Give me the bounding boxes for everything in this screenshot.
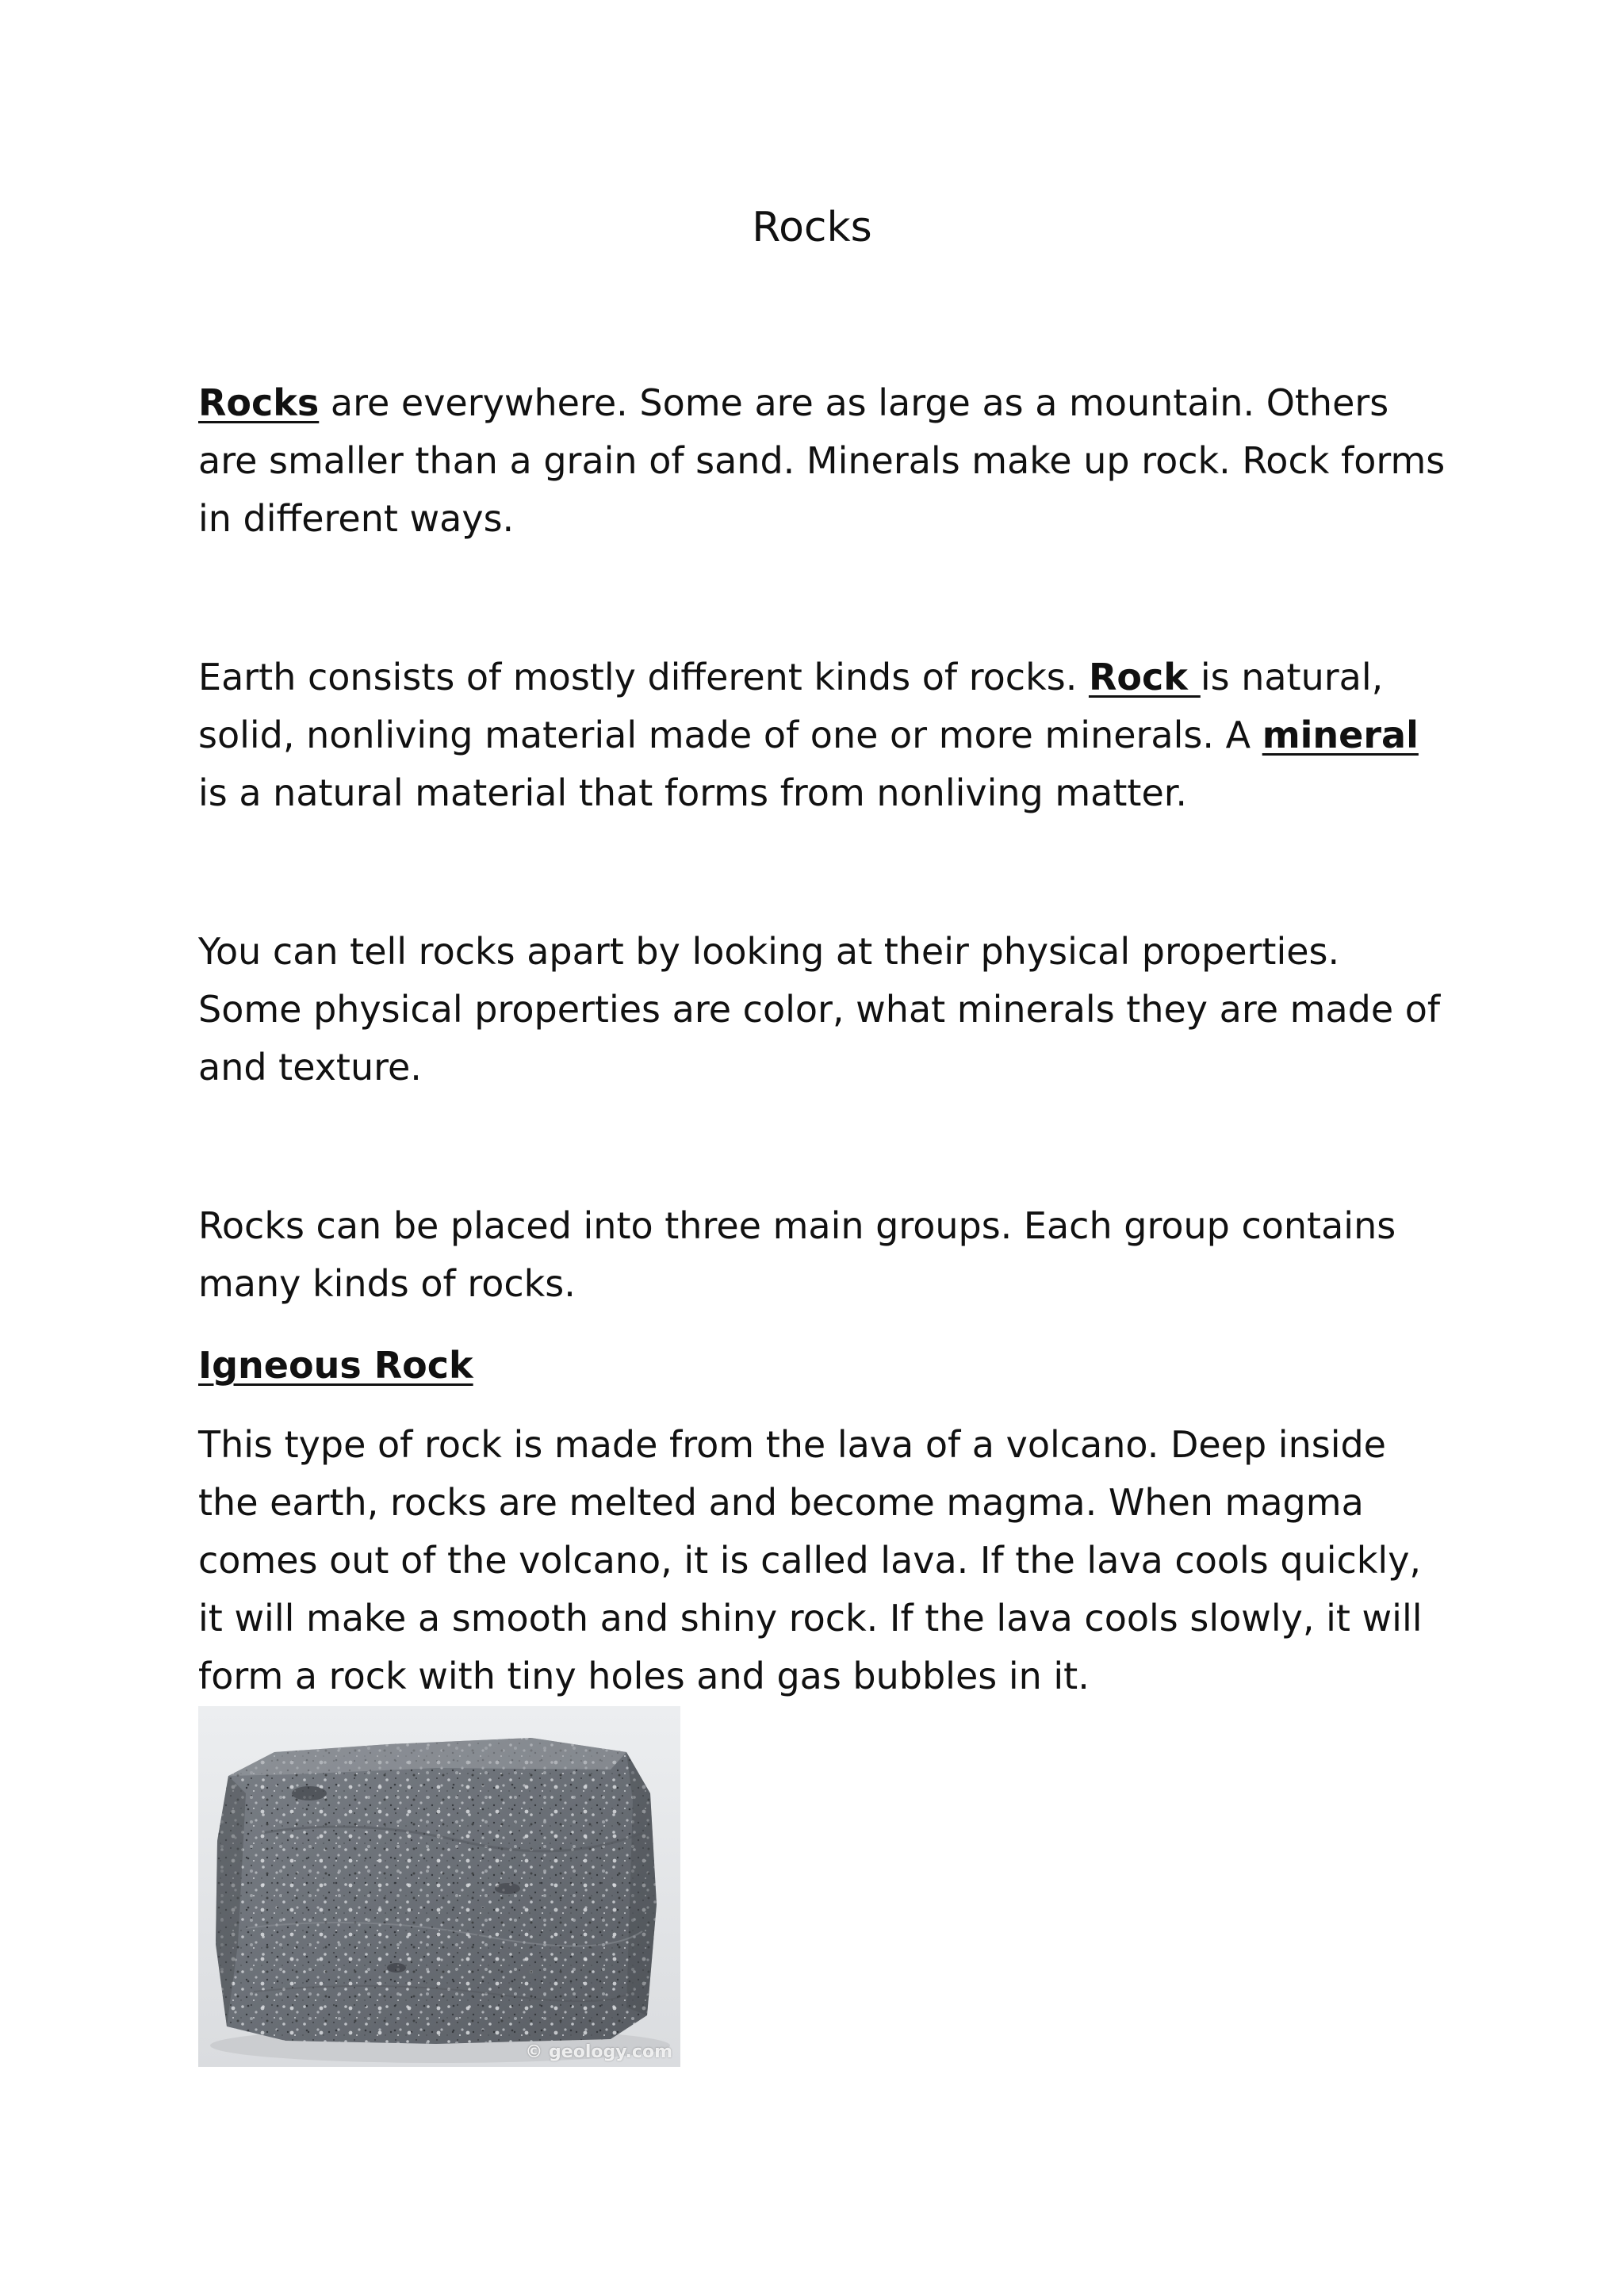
definition-text-after: is a natural material that forms from nonliving matter. bbox=[198, 771, 1188, 814]
page-title: Rocks bbox=[752, 204, 872, 251]
definition-text-middle: is natural, solid, nonliving material made of one or more minerals. A bbox=[198, 656, 1384, 756]
keyword-mineral: mineral bbox=[1262, 714, 1419, 756]
groups-paragraph: Rocks can be placed into three main groups. Each group contains many kinds of rocks. bbox=[198, 1204, 1396, 1305]
igneous-rock-paragraph: This type of rock is made from the lava of a volcano. Deep inside the earth, rocks are melted and become magma. When magma comes out of the volcano, it is called lava. If the lava cools quickly, it will make a smooth and shiny rock. If the lava cools slowly, it will form a rock with tiny holes and gas bubbles in it. bbox=[198, 1423, 1423, 1697]
keyword-rock: Rock bbox=[1088, 656, 1201, 698]
properties-paragraph: You can tell rocks apart by looking at their physical properties. Some physical properties are color, what minerals they are made of and texture. bbox=[198, 930, 1441, 1089]
rock-illustration bbox=[198, 1706, 680, 2067]
intro-paragraph bbox=[198, 374, 1451, 548]
definition-paragraph bbox=[198, 649, 1451, 822]
intro-text: are everywhere. Some are as large as a mountain. Others are smaller than a grain of sand. Minerals make up rock. Rock forms in different ways. bbox=[198, 381, 1446, 540]
keyword-rocks: Rocks bbox=[198, 381, 320, 424]
igneous-rock-image bbox=[198, 1706, 680, 2067]
image-watermark: © geology.com bbox=[525, 2042, 672, 2062]
igneous-rock-heading: Igneous Rock bbox=[198, 1344, 473, 1387]
definition-text-before: Earth consists of mostly different kinds of rocks. bbox=[198, 656, 1089, 698]
